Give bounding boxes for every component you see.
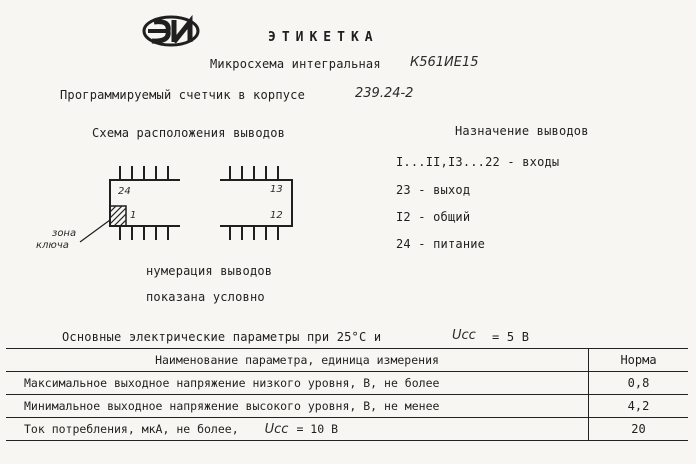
package-pinout-diagram xyxy=(30,160,330,260)
ucc-symbol: Ucc xyxy=(452,328,476,343)
pin-label-24: 24 xyxy=(118,186,131,197)
table-header-row xyxy=(6,349,688,372)
key-zone-label-2: ключа xyxy=(36,240,69,251)
ucc-symbol: Ucc xyxy=(264,421,289,437)
pin-label-13: 13 xyxy=(270,184,283,195)
param-name: Минимальное выходное напряжение высокого уровня, В, не менее xyxy=(6,395,589,417)
table-row xyxy=(6,418,688,441)
microcircuit-label: Микросхема интегральная xyxy=(210,57,381,71)
param-norm: 0,8 xyxy=(627,376,650,390)
pin-assignment-item: I...II,I3...22 - входы xyxy=(396,155,560,169)
pin-label-12: 12 xyxy=(270,210,283,221)
pin-label-1: 1 xyxy=(130,210,137,221)
param-name: Ток потребления, мкА, не более, xyxy=(24,422,239,436)
param-norm: 20 xyxy=(631,422,646,436)
key-zone-label: зона xyxy=(52,228,77,239)
document-title: ЭТИКЕТКА xyxy=(268,30,379,45)
table-row xyxy=(6,395,688,418)
pin-assignment-heading: Назначение выводов xyxy=(455,124,589,138)
param-condition: = 10 В xyxy=(296,422,338,436)
package-code: 239.24-2 xyxy=(355,86,414,101)
table-header-norm: Норма xyxy=(620,353,657,367)
pin-assignment-item: 23 - выход xyxy=(396,183,471,197)
numbering-note-line2: показана условно xyxy=(146,290,265,304)
pin-assignment-item: I2 - общий xyxy=(396,210,471,224)
params-intro: Основные электрические параметры при 25°С и xyxy=(62,330,382,344)
manufacturer-logo-icon xyxy=(140,14,202,48)
pin-assignment-item: 24 - питание xyxy=(396,237,486,251)
numbering-note-line1: нумерация выводов xyxy=(146,264,273,278)
table-header-name: Наименование параметра, единица измерения xyxy=(6,349,589,371)
param-name: Максимальное выходное напряжение низкого уровня, В, не более xyxy=(6,372,589,394)
param-name-cell xyxy=(6,418,589,440)
param-norm: 4,2 xyxy=(627,399,650,413)
pinout-heading: Схема расположения выводов xyxy=(92,126,286,140)
table-row xyxy=(6,372,688,395)
microcircuit-code: К561ИЕ15 xyxy=(410,55,479,70)
parameters-table xyxy=(6,348,688,441)
device-description: Программируемый счетчик в корпусе xyxy=(60,88,306,102)
params-intro-voltage: = 5 В xyxy=(492,330,530,344)
